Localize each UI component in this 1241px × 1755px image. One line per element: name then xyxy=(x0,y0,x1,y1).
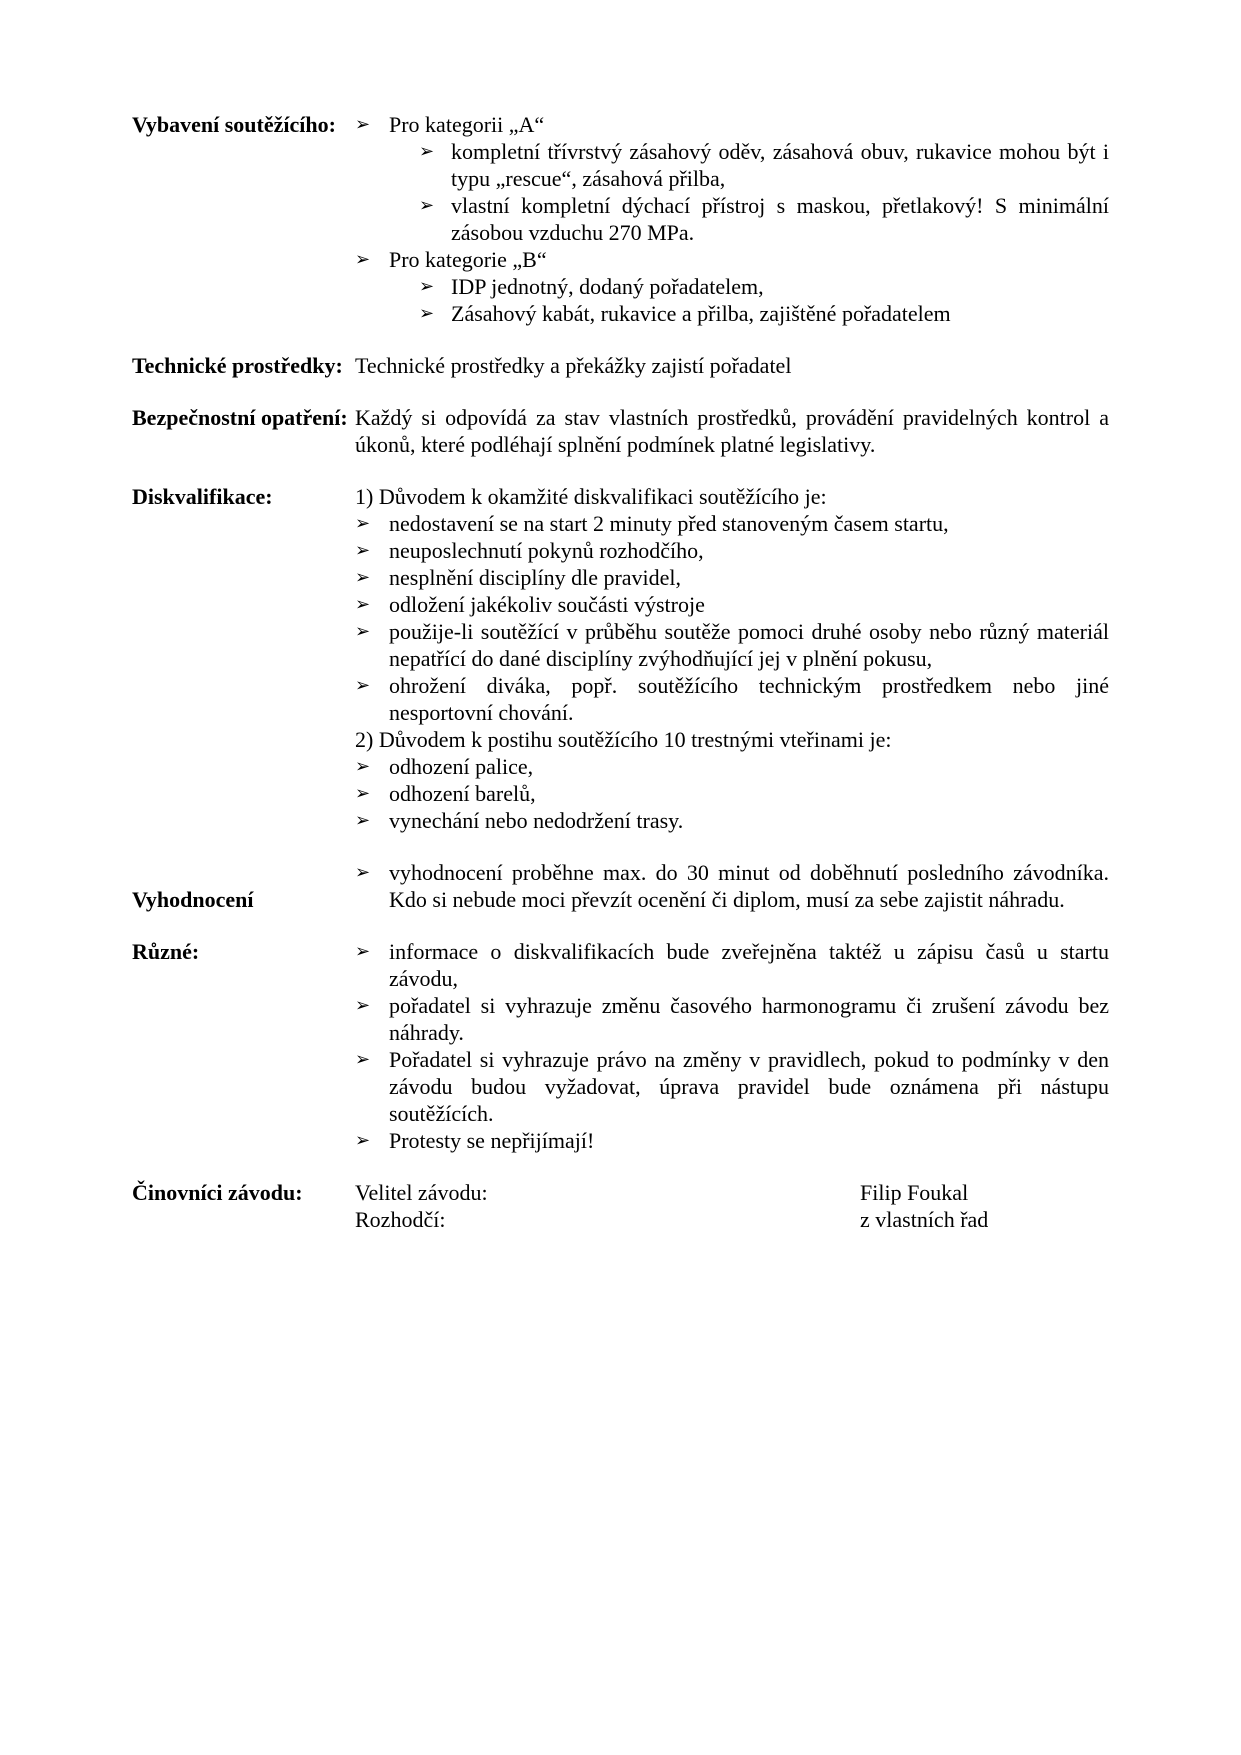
item-text: odložení jakékoliv součásti výstroje xyxy=(389,592,705,617)
paragraph xyxy=(355,483,1109,510)
item-text: Technické prostředky a překážky zajistí pořadatel xyxy=(355,353,792,378)
section-label: Diskvalifikace: xyxy=(132,484,273,509)
arrow-bullet-icon: ➢ xyxy=(355,567,371,588)
item-text: neuposlechnutí pokynů rozhodčího, xyxy=(389,538,704,563)
section-content xyxy=(355,938,1109,1154)
arrow-bullet-icon: ➢ xyxy=(419,303,435,324)
item-text: Pořadatel si vyhrazuje právo na změny v pravidlech, pokud to podmínky v den závodu budou vyžadovat, úprava pravidel bude oznámena při nástupu soutěžících. xyxy=(389,1047,1109,1126)
bullet-list-item xyxy=(355,618,1109,672)
section-equipment xyxy=(132,111,1109,327)
item-text: nesplnění disciplíny dle pravidel, xyxy=(389,565,682,590)
arrow-bullet-icon: ➢ xyxy=(355,540,371,561)
section-label: Vyhodnocení xyxy=(132,887,254,912)
section-content xyxy=(355,404,1109,458)
bullet-list-item xyxy=(355,564,1109,591)
item-text: 1) Důvodem k okamžité diskvalifikaci soutěžícího je: xyxy=(355,484,827,509)
section-miscellaneous xyxy=(132,938,1109,1154)
arrow-bullet-icon: ➢ xyxy=(355,783,371,804)
arrow-bullet-icon: ➢ xyxy=(355,621,371,642)
bullet-list-item xyxy=(355,273,1109,300)
paragraph xyxy=(355,726,1109,753)
section-label: Různé: xyxy=(132,939,200,964)
item-text: 2) Důvodem k postihu soutěžícího 10 trestnými vteřinami je: xyxy=(355,727,892,752)
section-label: Činovníci závodu: xyxy=(132,1180,303,1205)
item-text: Každý si odpovídá za stav vlastních prostředků, provádění pravidelných kontrol a úkonů, které podléhají splnění podmínek platné legislativy. xyxy=(355,405,1109,457)
arrow-bullet-icon: ➢ xyxy=(355,513,371,534)
arrow-bullet-icon: ➢ xyxy=(355,810,371,831)
section-label: Bezpečnostní opatření: xyxy=(132,405,348,430)
section-content xyxy=(355,111,1109,327)
arrow-bullet-icon: ➢ xyxy=(355,862,371,883)
official-row xyxy=(355,1206,1109,1233)
bullet-list-item xyxy=(355,938,1109,992)
section-content xyxy=(355,1179,1109,1233)
section-content xyxy=(355,352,1109,379)
item-text: Pro kategorii „A“ xyxy=(389,112,545,137)
arrow-bullet-icon: ➢ xyxy=(355,995,371,1016)
bullet-list-item xyxy=(355,537,1109,564)
item-text: Pro kategorie „B“ xyxy=(389,247,547,272)
bullet-list-item xyxy=(355,111,1109,138)
section-label: Vybavení soutěžícího: xyxy=(132,112,336,137)
arrow-bullet-icon: ➢ xyxy=(355,594,371,615)
official-name: Filip Foukal xyxy=(860,1180,969,1205)
arrow-bullet-icon: ➢ xyxy=(355,756,371,777)
arrow-bullet-icon: ➢ xyxy=(355,1049,371,1070)
bullet-list-item xyxy=(355,246,1109,273)
bullet-list-item xyxy=(355,300,1109,327)
item-text: vynechání nebo nedodržení trasy. xyxy=(389,808,684,833)
official-name: z vlastních řad xyxy=(860,1207,989,1232)
bullet-list-item xyxy=(355,780,1109,807)
section-race-officials xyxy=(132,1179,1109,1233)
item-text: vlastní kompletní dýchací přístroj s maskou, přetlakový! S minimální zásobou vzduchu 270 MPa. xyxy=(451,193,1109,245)
bullet-list-item xyxy=(355,1127,1109,1154)
bullet-list-item xyxy=(355,753,1109,780)
arrow-bullet-icon: ➢ xyxy=(419,141,435,162)
arrow-bullet-icon: ➢ xyxy=(355,114,371,135)
item-text: Protesty se nepřijímají! xyxy=(389,1128,595,1153)
item-text: použije-li soutěžící v průběhu soutěže pomoci druhé osoby nebo různý materiál nepatřící do dané disciplíny zvýhodňující jej v plnění pokusu, xyxy=(389,619,1109,671)
section-safety-measures xyxy=(132,404,1109,458)
bullet-list-item xyxy=(355,672,1109,726)
item-text: vyhodnocení proběhne max. do 30 minut od doběhnutí posledního závodníka. Kdo si nebude moci převzít ocenění či diplom, musí za sebe zajistit náhradu. xyxy=(389,860,1109,912)
paragraph xyxy=(355,404,1109,458)
section-label: Technické prostředky: xyxy=(132,353,343,378)
arrow-bullet-icon: ➢ xyxy=(355,675,371,696)
item-text: Zásahový kabát, rukavice a přilba, zajištěné pořadatelem xyxy=(451,301,951,326)
bullet-list-item xyxy=(355,992,1109,1046)
section-content xyxy=(355,483,1109,834)
bullet-list-item xyxy=(355,591,1109,618)
item-text: odhození palice, xyxy=(389,754,534,779)
item-text: IDP jednotný, dodaný pořadatelem, xyxy=(451,274,764,299)
section-content xyxy=(355,859,1109,913)
arrow-bullet-icon: ➢ xyxy=(355,941,371,962)
bullet-list-item xyxy=(355,192,1109,246)
bullet-list-item xyxy=(355,510,1109,537)
item-text: ohrožení diváka, popř. soutěžícího technickým prostředkem nebo jiné nesportovní chování. xyxy=(389,673,1109,725)
arrow-bullet-icon: ➢ xyxy=(355,249,371,270)
bullet-list-item xyxy=(355,138,1109,192)
bullet-list-item xyxy=(355,1046,1109,1127)
paragraph xyxy=(355,352,1109,379)
arrow-bullet-icon: ➢ xyxy=(419,195,435,216)
item-text: informace o diskvalifikacích bude zveřejněna taktéž u zápisu časů u startu závodu, xyxy=(389,939,1109,991)
section-technical-means xyxy=(132,352,1109,379)
official-row xyxy=(355,1179,1109,1206)
bullet-list-item xyxy=(355,859,1109,913)
section-evaluation xyxy=(132,859,1109,913)
item-text: kompletní třívrstvý zásahový oděv, zásahová obuv, rukavice mohou být i typu „rescue“, zásahová přilba, xyxy=(451,139,1109,191)
item-text: pořadatel si vyhrazuje změnu časového harmonogramu či zrušení závodu bez náhrady. xyxy=(389,993,1109,1045)
bullet-list-item xyxy=(355,807,1109,834)
item-text: odhození barelů, xyxy=(389,781,536,806)
official-role: Rozhodčí: xyxy=(355,1207,446,1232)
arrow-bullet-icon: ➢ xyxy=(355,1130,371,1151)
item-text: nedostavení se na start 2 minuty před stanoveným časem startu, xyxy=(389,511,949,536)
section-disqualification xyxy=(132,483,1109,834)
official-role: Velitel závodu: xyxy=(355,1180,488,1205)
arrow-bullet-icon: ➢ xyxy=(419,276,435,297)
